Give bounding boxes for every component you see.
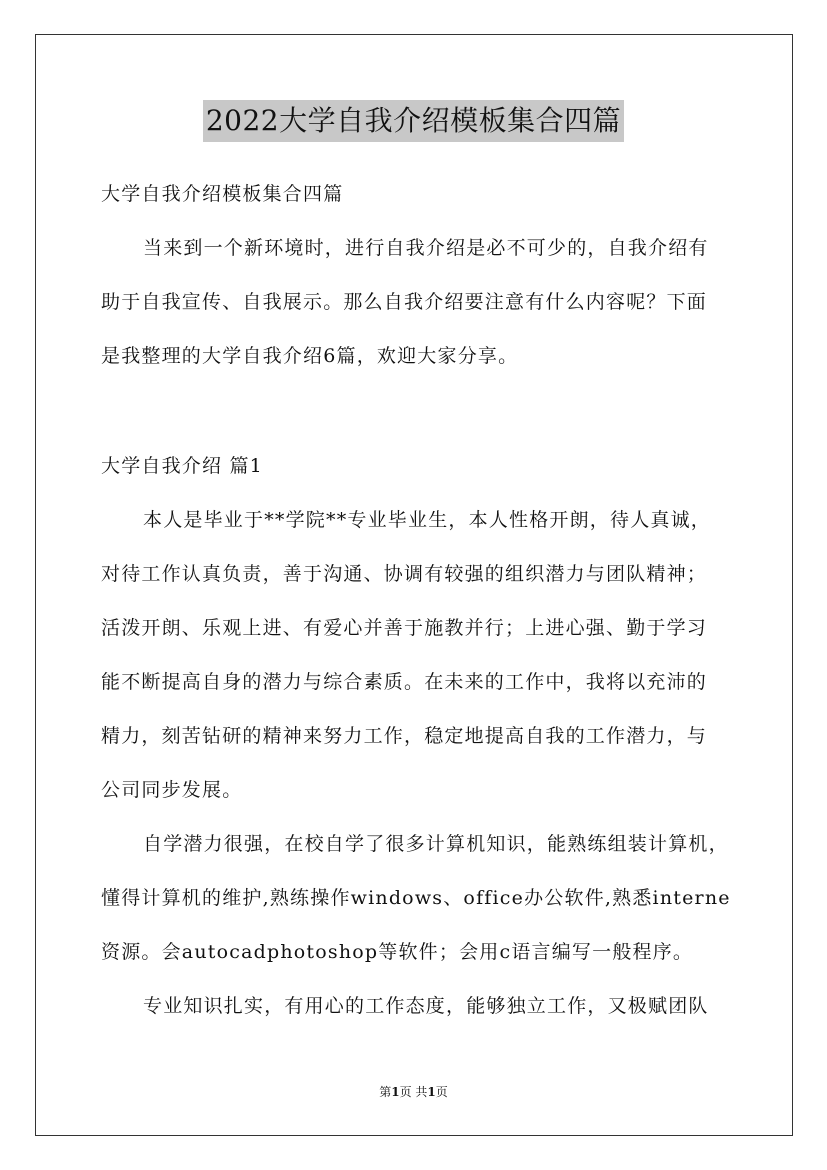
paragraph-line: 精力，刻苦钻研的精神来努力工作，稳定地提高自我的工作潜力，与 — [101, 725, 708, 747]
paragraph-line: 公司同步发展。 — [101, 779, 243, 801]
total-page-number: 1 — [427, 1085, 436, 1099]
paragraph-line: 自学潜力很强，在校自学了很多计算机知识，能熟练组装计算机， — [143, 833, 729, 855]
intro-line: 助于自我宣传、自我展示。那么自我介绍要注意有什么内容呢？下面 — [101, 291, 708, 313]
paragraph-line: 对待工作认真负责，善于沟通、协调有较强的组织潜力与团队精神； — [101, 563, 708, 585]
document-title-container — [0, 100, 827, 142]
section-heading: 大学自我介绍 篇1 — [101, 455, 263, 477]
document-title: 2022大学自我介绍模板集合四篇 — [203, 100, 624, 142]
paragraph-line: 活泼开朗、乐观上进、有爱心并善于施教并行；上进心强、勤于学习 — [101, 617, 708, 639]
paragraph-line: 资源。会autocadphotoshop等软件；会用c语言编写一般程序。 — [101, 941, 694, 963]
paragraph-line: 懂得计算机的维护,熟练操作windows、office办公软件,熟悉interne — [101, 887, 731, 909]
intro-line: 是我整理的大学自我介绍6篇，欢迎大家分享。 — [101, 345, 519, 367]
current-page-number: 1 — [391, 1085, 400, 1099]
page-prefix: 第 — [379, 1085, 392, 1099]
paragraph-line: 本人是毕业于**学院**专业毕业生，本人性格开朗，待人真诚， — [143, 509, 712, 531]
paragraph-line: 能不断提高自身的潜力与综合素质。在未来的工作中，我将以充沛的 — [101, 671, 708, 693]
page-suffix: 页 — [435, 1085, 448, 1099]
intro-line: 当来到一个新环境时，进行自我介绍是必不可少的，自我介绍有 — [143, 237, 709, 259]
page-mid: 页 共 — [399, 1085, 428, 1099]
page-number-footer — [0, 1084, 827, 1100]
paragraph-line: 专业知识扎实，有用心的工作态度，能够独立工作，又极赋团队 — [143, 995, 709, 1017]
document-subtitle: 大学自我介绍模板集合四篇 — [101, 183, 344, 205]
